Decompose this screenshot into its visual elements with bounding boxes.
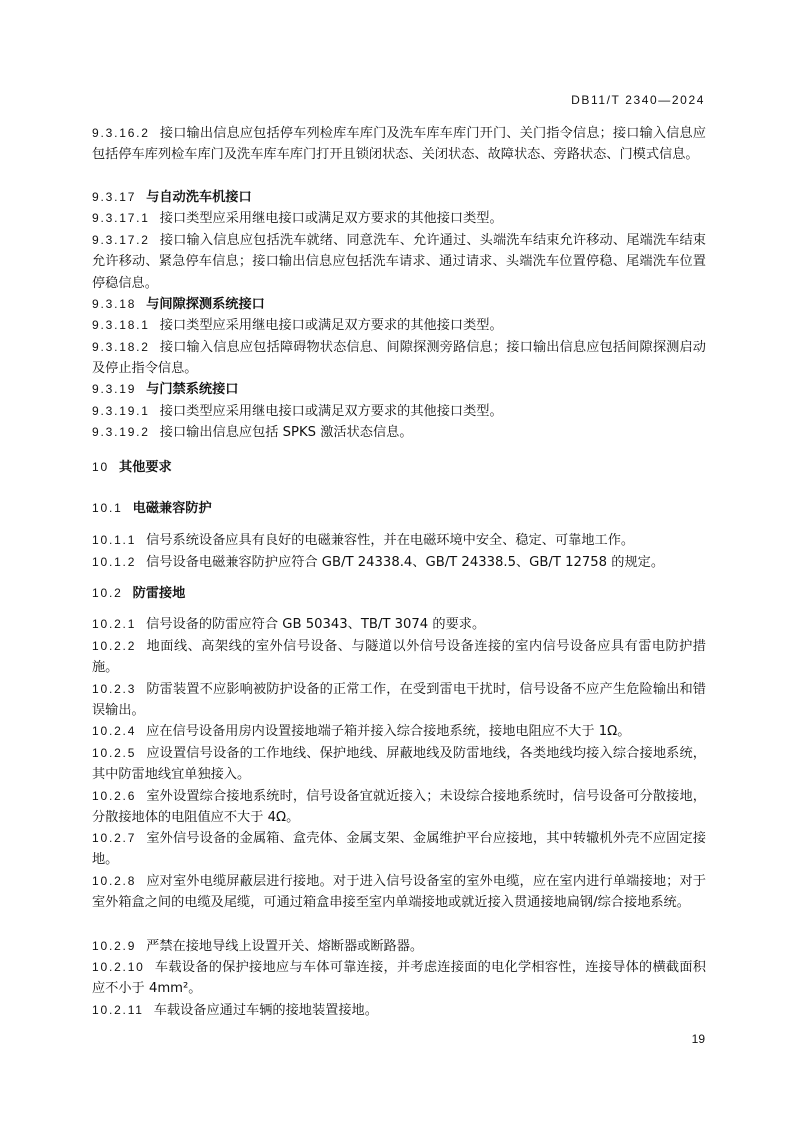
clause-text: 防雷装置不应影响被防护设备的正常工作，在受到雷电干扰时，信号设备不应产生危险输出和错误输出。 bbox=[92, 682, 706, 719]
clause-text: 接口输出信息应包括停车列检库车库门及洗车库车库门开门、关门指令信息；接口输入信息应包括停车库列检车库门及洗车库车库门打开且锁闭状态、关闭状态、故障状态、旁路状态、门模式信息。 bbox=[92, 126, 706, 163]
clause-paragraph bbox=[92, 337, 706, 380]
clause-paragraph bbox=[92, 401, 706, 422]
section-heading bbox=[92, 457, 706, 478]
clause-number: 9.3.18 bbox=[92, 297, 137, 311]
clause-paragraph bbox=[92, 208, 706, 229]
clause-text: 室外设置综合接地系统时，信号设备宜就近接入；未设综合接地系统时，信号设备可分散接地，分散接地体的电阻值应不大于 4Ω。 bbox=[92, 789, 706, 826]
clause-number: 9.3.19.1 bbox=[92, 404, 150, 418]
clause-number: 9.3.19.2 bbox=[92, 425, 150, 439]
clause-number: 9.3.17.2 bbox=[92, 233, 150, 247]
clause-number: 10.2.5 bbox=[92, 746, 137, 760]
clause-text: 信号设备的防雷应符合 GB 50343、TB/T 3074 的要求。 bbox=[146, 617, 486, 632]
heading-text: 与间隙探测系统接口 bbox=[146, 297, 265, 312]
clause-text: 接口输出信息应包括 SPKS 激活状态信息。 bbox=[159, 425, 413, 440]
clause-text: 接口输入信息应包括障碍物状态信息、间隙探测旁路信息；接口输出信息应包括间隙探测启动及停止指令信息。 bbox=[92, 340, 706, 377]
clause-text: 车载设备应通过车辆的接地装置接地。 bbox=[153, 1003, 378, 1018]
clause-text: 严禁在接地导线上设置开关、熔断器或断路器。 bbox=[146, 939, 424, 954]
clause-number: 10.2.3 bbox=[92, 682, 137, 696]
clause-paragraph bbox=[92, 230, 706, 294]
clause-number: 10.2.1 bbox=[92, 617, 137, 631]
heading-text: 电磁兼容防护 bbox=[132, 501, 212, 516]
clause-paragraph bbox=[92, 721, 706, 742]
section-heading bbox=[92, 294, 706, 315]
clause-text: 信号设备电磁兼容防护应符合 GB/T 24338.4、GB/T 24338.5、GB/T 12758 的规定。 bbox=[146, 555, 665, 570]
clause-text: 地面线、高架线的室外信号设备、与隧道以外信号设备连接的室内信号设备应具有雷电防护措施。 bbox=[92, 639, 706, 676]
clause-text: 应在信号设备用房内设置接地端子箱并接入综合接地系统，接地电阻应不大于 1Ω。 bbox=[146, 724, 631, 739]
clause-number: 9.3.19 bbox=[92, 382, 137, 396]
page-number: 19 bbox=[691, 1032, 705, 1046]
clause-text: 应对室外电缆屏蔽层进行接地。对于进入信号设备室的室外电缆，应在室内进行单端接地；对于室外箱盒之间的电缆及尾缆，可通过箱盒串接至室内单端接地或就近接入贯通接地扁钢/综合接地系统。 bbox=[92, 874, 706, 911]
clause-number: 10.1.1 bbox=[92, 533, 137, 547]
clause-text: 室外信号设备的金属箱、盒壳体、金属支架、金属维护平台应接地，其中转辙机外壳不应固定接地。 bbox=[92, 831, 706, 868]
heading-text: 防雷接地 bbox=[132, 586, 186, 601]
heading-text: 与自动洗车机接口 bbox=[146, 190, 252, 205]
section-heading bbox=[92, 583, 706, 604]
clause-paragraph bbox=[92, 743, 706, 786]
clause-number: 10.1 bbox=[92, 501, 123, 515]
clause-text: 接口类型应采用继电接口或满足双方要求的其他接口类型。 bbox=[159, 404, 503, 419]
clause-text: 接口输入信息应包括洗车就绪、同意洗车、允许通过、头端洗车结束允许移动、尾端洗车结束允许移动、紧急停车信息；接口输出信息应包括洗车请求、通过请求、头端洗车位置停稳、尾端洗车位置停稳信息。 bbox=[92, 233, 706, 291]
clause-number: 10.2.6 bbox=[92, 789, 137, 803]
clause-text: 信号系统设备应具有良好的电磁兼容性，并在电磁环境中安全、稳定、可靠地工作。 bbox=[146, 533, 635, 548]
section-heading bbox=[92, 187, 706, 208]
clause-number: 10.1.2 bbox=[92, 555, 137, 569]
clause-number: 10.2.4 bbox=[92, 724, 137, 738]
clause-number: 9.3.17.1 bbox=[92, 211, 150, 225]
clause-text: 接口类型应采用继电接口或满足双方要求的其他接口类型。 bbox=[159, 211, 503, 226]
clause-paragraph bbox=[92, 679, 706, 722]
clause-paragraph bbox=[92, 1000, 706, 1021]
clause-paragraph bbox=[92, 871, 706, 914]
clause-number: 9.3.16.2 bbox=[92, 126, 150, 140]
clause-paragraph bbox=[92, 123, 706, 166]
document-code-header: DB11/T 2340—2024 bbox=[571, 93, 705, 107]
clause-number: 10.2.9 bbox=[92, 939, 137, 953]
clause-number: 10.2.11 bbox=[92, 1003, 144, 1017]
clause-number: 10.2 bbox=[92, 586, 123, 600]
clause-text: 应设置信号设备的工作地线、保护地线、屏蔽地线及防雷地线，各类地线均接入综合接地系统，其中防雷地线宜单独接入。 bbox=[92, 746, 706, 783]
clause-paragraph bbox=[92, 636, 706, 679]
clause-number: 10.2.2 bbox=[92, 639, 137, 653]
clause-number: 10.2.8 bbox=[92, 874, 137, 888]
clause-paragraph bbox=[92, 315, 706, 336]
clause-paragraph bbox=[92, 828, 706, 871]
clause-number: 10.2.10 bbox=[92, 960, 145, 974]
section-heading bbox=[92, 379, 706, 400]
clause-paragraph bbox=[92, 614, 706, 635]
clause-paragraph bbox=[92, 530, 706, 551]
section-heading bbox=[92, 498, 706, 519]
heading-text: 其他要求 bbox=[118, 460, 172, 475]
clause-paragraph bbox=[92, 786, 706, 829]
clause-number: 9.3.17 bbox=[92, 190, 137, 204]
clause-number: 10 bbox=[92, 460, 109, 474]
clause-paragraph bbox=[92, 957, 706, 1000]
clause-paragraph bbox=[92, 422, 706, 443]
clause-paragraph bbox=[92, 936, 706, 957]
clause-number: 9.3.18.1 bbox=[92, 318, 150, 332]
clause-number: 10.2.7 bbox=[92, 831, 137, 845]
clause-text: 接口类型应采用继电接口或满足双方要求的其他接口类型。 bbox=[159, 318, 503, 333]
clause-text: 车载设备的保护接地应与车体可靠连接，并考虑连接面的电化学相容性，连接导体的横截面积应不小于 4mm²。 bbox=[92, 960, 706, 997]
clause-paragraph bbox=[92, 552, 706, 573]
heading-text: 与门禁系统接口 bbox=[146, 382, 239, 397]
clause-number: 9.3.18.2 bbox=[92, 340, 150, 354]
